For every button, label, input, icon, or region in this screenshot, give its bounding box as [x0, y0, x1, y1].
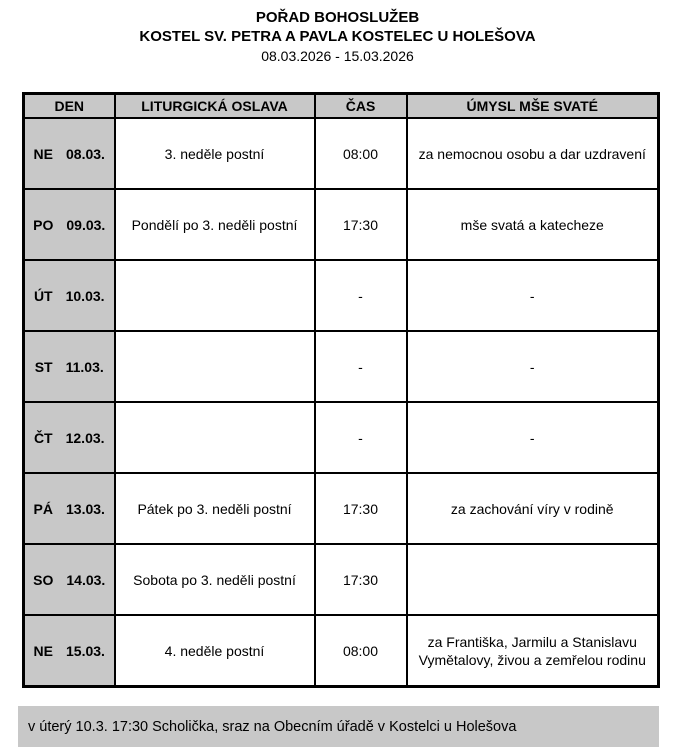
- day-cell: [24, 544, 115, 615]
- time-cell: 17:30: [315, 544, 407, 615]
- table-row: [24, 118, 659, 189]
- schedule-table-head: [24, 94, 659, 119]
- time-cell: 17:30: [315, 189, 407, 260]
- time-cell: 08:00: [315, 118, 407, 189]
- day-cell: [24, 118, 115, 189]
- day-abbr: NE: [33, 145, 53, 162]
- day-abbr: NE: [33, 642, 53, 659]
- day-abbr: ST: [34, 358, 53, 375]
- celebration-cell: 4. neděle postní: [115, 615, 315, 687]
- celebration-cell: [115, 402, 315, 473]
- table-row: [24, 331, 659, 402]
- table-row: [24, 544, 659, 615]
- footer-note-text: v úterý 10.3. 17:30 Scholička, sraz na Obecním úřadě v Kostelci u Holešova: [28, 718, 517, 735]
- day-date: 08.03.: [66, 145, 105, 162]
- intention-cell: za Františka, Jarmilu a Stanislavu Vymětalovy, živou a zemřelou rodinu: [407, 615, 659, 687]
- day-date: 15.03.: [66, 642, 105, 659]
- celebration-cell: Pátek po 3. neděli postní: [115, 473, 315, 544]
- date-range: 08.03.2026 - 15.03.2026: [261, 48, 414, 64]
- day-abbr: ÚT: [33, 287, 53, 304]
- day-date: 09.03.: [66, 216, 106, 233]
- church-name: KOSTEL SV. PETRA A PAVLA KOSTELEC U HOLEŠOVA: [139, 28, 536, 45]
- day-abbr: SO: [33, 571, 54, 588]
- table-row: [24, 473, 659, 544]
- intention-cell: -: [407, 402, 659, 473]
- time-cell: 08:00: [315, 615, 407, 687]
- time-cell: 17:30: [315, 473, 407, 544]
- intention-cell: -: [407, 331, 659, 402]
- footer-note: [18, 706, 659, 747]
- intention-cell: [407, 544, 659, 615]
- schedule-table: [22, 92, 660, 688]
- time-cell: -: [315, 402, 407, 473]
- day-cell: [24, 473, 115, 544]
- day-abbr: PO: [33, 216, 54, 233]
- day-cell: [24, 402, 115, 473]
- page-title: POŘAD BOHOSLUŽEB: [255, 9, 420, 26]
- intention-cell: za nemocnou osobu a dar uzdravení: [407, 118, 659, 189]
- column-header-celebration: LITURGICKÁ OSLAVA: [115, 94, 315, 119]
- day-date: 11.03.: [65, 358, 104, 375]
- day-date: 13.03.: [66, 500, 105, 517]
- table-row: [24, 189, 659, 260]
- day-cell: [24, 615, 115, 687]
- day-cell: [24, 331, 115, 402]
- intention-cell: za zachování víry v rodině: [407, 473, 659, 544]
- intention-cell: mše svatá a katecheze: [407, 189, 659, 260]
- document-header: [0, 0, 675, 67]
- day-cell: [24, 189, 115, 260]
- day-abbr: ČT: [33, 429, 53, 446]
- table-row: [24, 260, 659, 331]
- time-cell: -: [315, 260, 407, 331]
- header-row: [24, 94, 659, 119]
- table-row: [24, 402, 659, 473]
- column-header-time: ČAS: [315, 94, 407, 119]
- intention-cell: -: [407, 260, 659, 331]
- day-cell: [24, 260, 115, 331]
- schedule-table-body: [24, 118, 659, 687]
- day-abbr: PÁ: [33, 500, 53, 517]
- column-header-day: DEN: [24, 94, 115, 119]
- celebration-cell: [115, 260, 315, 331]
- day-date: 14.03.: [66, 571, 106, 588]
- celebration-cell: Pondělí po 3. neděli postní: [115, 189, 315, 260]
- celebration-cell: [115, 331, 315, 402]
- time-cell: -: [315, 331, 407, 402]
- column-header-intention: ÚMYSL MŠE SVATÉ: [407, 94, 659, 119]
- day-date: 10.03.: [65, 287, 105, 304]
- celebration-cell: Sobota po 3. neděli postní: [115, 544, 315, 615]
- table-row: [24, 615, 659, 687]
- day-date: 12.03.: [65, 429, 105, 446]
- celebration-cell: 3. neděle postní: [115, 118, 315, 189]
